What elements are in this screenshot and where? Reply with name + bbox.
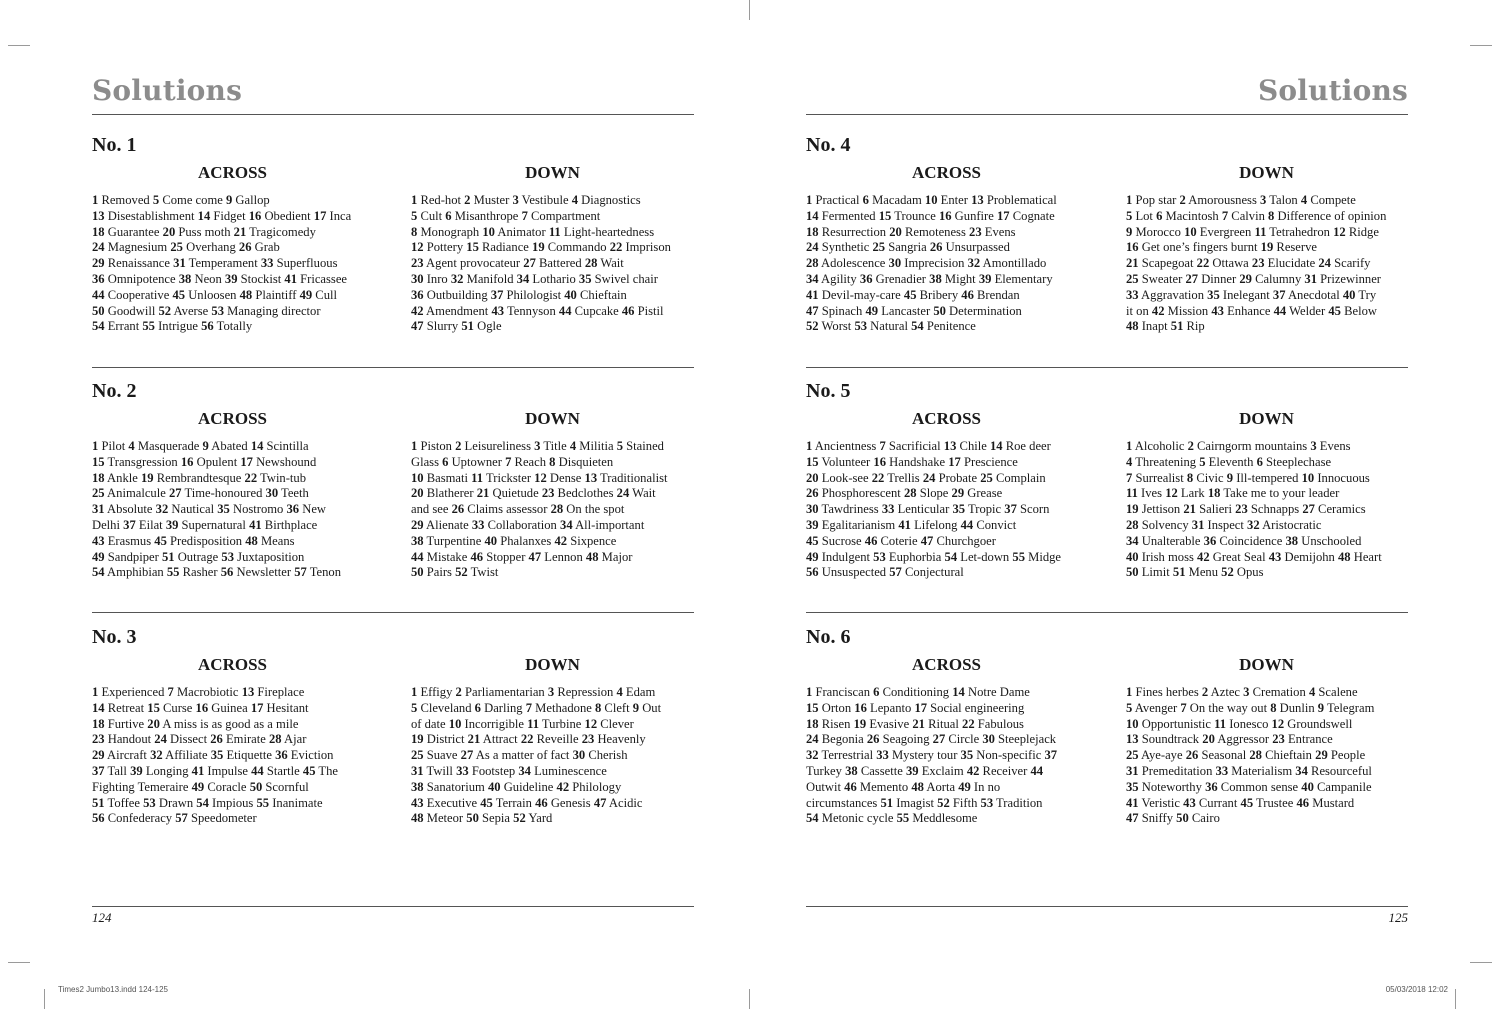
down-clues: 1 Piston 2 Leisureliness 3 Title 4 Militia 5 Stained Glass 6 Uptowner 7 Reach 8 Disquieten 10 Basmati 11 Trickster 12 Dense 13 Traditionalist 20 Blatherer 21 Quietude 23 Bedclothes 24 Wait and see 26 Claims assessor 28 On the spot 29 Alienate 33 Collaboration 34 All-important 38 Turpentine 40 Phalanxes 42 Sixpence 44 Mistake 46 Stopper 47 Lennon 48 Major 50 Pairs 52 Twist bbox=[411, 439, 668, 580]
section-rule bbox=[92, 367, 694, 368]
puzzle-heading: No. 1 bbox=[92, 134, 137, 156]
across-heading: ACROSS bbox=[198, 163, 267, 182]
footer-rule bbox=[92, 906, 694, 907]
across-heading: ACROSS bbox=[198, 655, 267, 674]
page-title: Solutions bbox=[1257, 74, 1408, 107]
page-number: 125 bbox=[1388, 910, 1408, 925]
puzzle-heading: No. 3 bbox=[92, 626, 137, 648]
slug-file: Times2 Jumbo13.indd 124-125 bbox=[58, 985, 168, 994]
title-rule bbox=[92, 114, 694, 115]
puzzle-heading: No. 4 bbox=[806, 134, 851, 156]
across-heading: ACROSS bbox=[912, 163, 981, 182]
across-clues: 1 Ancientness 7 Sacrificial 13 Chile 14 Roe deer 15 Volunteer 16 Handshake 17 Prescience 20 Look-see 22 Trellis 24 Probate 25 Complain 26 Phosphorescent 28 Slope 29 Grease 30 Tawdriness 33 Lenticular 35 Tropic 37 Scorn 39 Egalitarianism 41 Lifelong 44 Convict 45 Sucrose 46 Coterie 47 Churchgoer 49 Indulgent 53 Euphorbia 54 Let-down 55 Midge 56 Unsuspected 57 Conjectural bbox=[806, 439, 1062, 580]
puzzle-heading: No. 5 bbox=[806, 380, 851, 402]
down-clues: 1 Alcoholic 2 Cairngorm mountains 3 Evens 4 Threatening 5 Eleventh 6 Steeplechase 7 Surrealist 8 Civic 9 Ill-tempered 10 Innocuous 11 Ives 12 Lark 18 Take me to your leader 19 Jettison 21 Salieri 23 Schnapps 27 Ceramics 28 Solvency 31 Inspect 32 Aristocratic 34 Unalterable 36 Coincidence 38 Unschooled 40 Irish moss 42 Great Seal 43 Demijohn 48 Heart 50 Limit 51 Menu 52 Opus bbox=[1126, 439, 1382, 580]
across-clues: 1 Franciscan 6 Conditioning 14 Notre Dame 15 Orton 16 Lepanto 17 Social engineering 18 Risen 19 Evasive 21 Ritual 22 Fabulous 24 Begonia 26 Seagoing 27 Circle 30 Steeplejack 32 Terrestrial 33 Mystery tour 35 Non-specific 37 Turkey 38 Cassette 39 Exclaim 42 Receiver 44 Outwit 46 Memento 48 Aorta 49 In no circumstances 51 Imagist 52 Fifth 53 Tradition 54 Metonic cycle 55 Meddlesome bbox=[806, 685, 1058, 826]
across-clues: 1 Pilot 4 Masquerade 9 Abated 14 Scintilla 15 Transgression 16 Opulent 17 Newshound 18 Ankle 19 Rembrandtesque 22 Twin-tub 25 Animalcule 27 Time-honoured 30 Teeth 31 Absolute 32 Nautical 35 Nostromo 36 New Delhi 37 Eilat 39 Supernatural 41 Birthplace 43 Erasmus 45 Predisposition 48 Means 49 Sandpiper 51 Outrage 53 Juxtaposition 54 Amphibian 55 Rasher 56 Newsletter 57 Tenon bbox=[92, 439, 342, 580]
section-rule bbox=[806, 367, 1408, 368]
puzzle-heading: No. 6 bbox=[806, 626, 851, 648]
across-heading: ACROSS bbox=[912, 409, 981, 428]
down-heading: DOWN bbox=[525, 655, 580, 674]
down-heading: DOWN bbox=[1239, 409, 1294, 428]
page-number: 124 bbox=[92, 910, 112, 925]
across-clues: 1 Removed 5 Come come 9 Gallop 13 Disestablishment 14 Fidget 16 Obedient 17 Inca 18 Guarantee 20 Puss moth 21 Tragicomedy 24 Magnesium 25 Overhang 26 Grab 29 Renaissance 31 Temperament 33 Superfluous 36 Omnipotence 38 Neon 39 Stockist 41 Fricassee 44 Cooperative 45 Unloosen 48 Plaintiff 49 Cull 50 Goodwill 52 Averse 53 Managing director 54 Errant 55 Intrigue 56 Totally bbox=[92, 193, 352, 334]
down-heading: DOWN bbox=[1239, 655, 1294, 674]
page-title: Solutions bbox=[92, 74, 243, 107]
down-clues: 1 Red-hot 2 Muster 3 Vestibule 4 Diagnostics 5 Cult 6 Misanthrope 7 Compartment 8 Monograph 10 Animator 11 Light-heartedness 12 Pottery 15 Radiance 19 Commando 22 Imprison 23 Agent provocateur 27 Battered 28 Wait 30 Inro 32 Manifold 34 Lothario 35 Swivel chair 36 Outbuilding 37 Philologist 40 Chieftain 42 Amendment 43 Tennyson 44 Cupcake 46 Pistil 47 Slurry 51 Ogle bbox=[411, 193, 671, 334]
title-rule bbox=[806, 114, 1408, 115]
down-heading: DOWN bbox=[525, 409, 580, 428]
across-heading: ACROSS bbox=[912, 655, 981, 674]
puzzle-heading: No. 2 bbox=[92, 380, 137, 402]
down-heading: DOWN bbox=[1239, 163, 1294, 182]
across-clues: 1 Practical 6 Macadam 10 Enter 13 Problematical 14 Fermented 15 Trounce 16 Gunfire 17 Cognate 18 Resurrection 20 Remoteness 23 Evens 24 Synthetic 25 Sangria 26 Unsurpassed 28 Adolescence 30 Imprecision 32 Amontillado 34 Agility 36 Grenadier 38 Might 39 Elementary 41 Devil-may-care 45 Bribery 46 Brendan 47 Spinach 49 Lancaster 50 Determination 52 Worst 53 Natural 54 Penitence bbox=[806, 193, 1057, 334]
slug-timestamp: 05/03/2018 12:02 bbox=[1385, 985, 1448, 994]
across-heading: ACROSS bbox=[198, 409, 267, 428]
down-heading: DOWN bbox=[525, 163, 580, 182]
right-page bbox=[750, 0, 1500, 1009]
down-clues: 1 Fines herbes 2 Aztec 3 Cremation 4 Scalene 5 Avenger 7 On the way out 8 Dunlin 9 Telegram 10 Opportunistic 11 Ionesco 12 Groundswell 13 Soundtrack 20 Aggressor 23 Entrance 25 Aye-aye 26 Seasonal 28 Chieftain 29 People 31 Premeditation 33 Materialism 34 Resourceful 35 Noteworthy 36 Common sense 40 Campanile 41 Veristic 43 Currant 45 Trustee 46 Mustard 47 Sniffy 50 Cairo bbox=[1126, 685, 1375, 826]
down-clues: 1 Pop star 2 Amorousness 3 Talon 4 Compete 5 Lot 6 Macintosh 7 Calvin 8 Difference of opinion 9 Morocco 10 Evergreen 11 Tetrahedron 12 Ridge 16 Get one’s fingers burnt 19 Reserve 21 Scapegoat 22 Ottawa 23 Elucidate 24 Scarify 25 Sweater 27 Dinner 29 Calumny 31 Prizewinner 33 Aggravation 35 Inelegant 37 Anecdotal 40 Try it on 42 Mission 43 Enhance 44 Welder 45 Below 48 Inapt 51 Rip bbox=[1126, 193, 1387, 334]
section-rule bbox=[806, 612, 1408, 613]
footer-rule bbox=[806, 906, 1408, 907]
section-rule bbox=[92, 612, 694, 613]
across-clues: 1 Experienced 7 Macrobiotic 13 Fireplace 14 Retreat 15 Curse 16 Guinea 17 Hesitant 18 Furtive 20 A miss is as good as a mile 23 Handout 24 Dissect 26 Emirate 28 Ajar 29 Aircraft 32 Affiliate 35 Etiquette 36 Eviction 37 Tall 39 Longing 41 Impulse 44 Startle 45 The Fighting Temeraire 49 Coracle 50 Scornful 51 Toffee 53 Drawn 54 Impious 55 Inanimate 56 Confederacy 57 Speedometer bbox=[92, 685, 338, 826]
down-clues: 1 Effigy 2 Parliamentarian 3 Repression 4 Edam 5 Cleveland 6 Darling 7 Methadone 8 Cleft 9 Out of date 10 Incorrigible 11 Turbine 12 Clever 19 District 21 Attract 22 Reveille 23 Heavenly 25 Suave 27 As a matter of fact 30 Cherish 31 Twill 33 Footstep 34 Luminescence 38 Sanatorium 40 Guideline 42 Philology 43 Executive 45 Terrain 46 Genesis 47 Acidic 48 Meteor 50 Sepia 52 Yard bbox=[411, 685, 662, 826]
